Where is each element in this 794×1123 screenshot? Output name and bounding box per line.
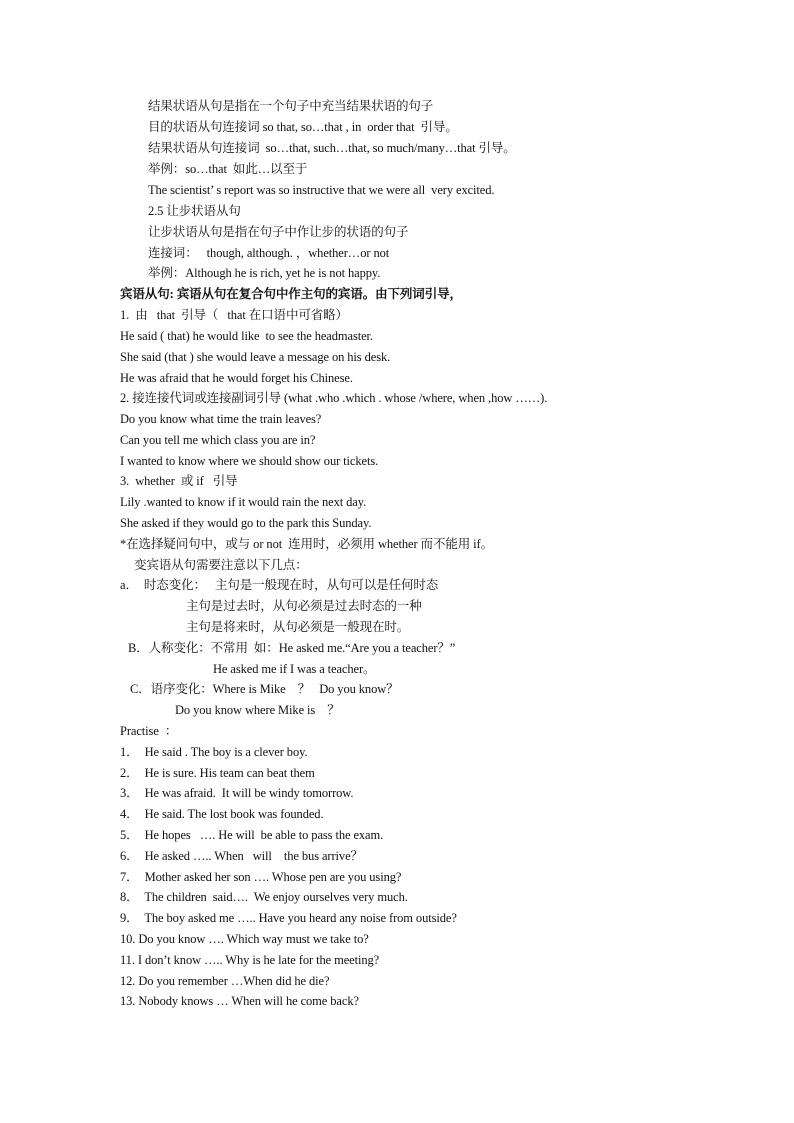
text-line: 2. 接连接代词或连接副词引导 (what .who .which . whose /where, when ,how ……). [120, 391, 548, 405]
practice-item: 5． He hopes …. He will be able to pass the exam. [120, 828, 384, 842]
practice-item: 9． The boy asked me ….. Have you heard any noise from outside? [120, 911, 457, 925]
practice-item: 1． He said . The boy is a clever boy. [120, 745, 308, 759]
text-line: 主句是过去时，从句必须是过去时态的一种 [186, 599, 422, 613]
practice-item: 10. Do you know …. Which way must we take to? [120, 932, 369, 946]
text-line: 目的状语从句连接词 so that, so…that , in order that 引导。 [148, 120, 458, 134]
text-line: Do you know what time the train leaves? [120, 412, 322, 426]
text-line: 举例：Although he is rich, yet he is not happy. [148, 266, 381, 280]
practice-item: 11. I don’t know ….. Why is he late for the meeting? [120, 953, 380, 967]
practice-item: 3． He was afraid. It will be windy tomorrow. [120, 786, 354, 800]
text-line: She said (that ) she would leave a message on his desk. [120, 350, 391, 364]
text-line: He said ( that) he would like to see the headmaster. [120, 329, 373, 343]
practice-item: 2． He is sure. His team can beat them [120, 766, 315, 780]
text-line: He was afraid that he would forget his Chinese. [120, 371, 353, 385]
section-heading: 宾语从句: 宾语从句在复合句中作主句的宾语。由下列词引导， [120, 287, 462, 301]
text-line: 连接词： though, although. ，whether…or not [148, 246, 390, 260]
text-line: a． 时态变化： 主句是一般现在时，从句可以是任何时态 [120, 578, 439, 592]
text-line: 3. whether 或 if 引导 [120, 474, 238, 488]
text-line: The scientist’ s report was so instructive that we were all very excited. [148, 183, 495, 197]
text-line: 1. 由 that 引导（ that 在口语中可省略） [120, 308, 348, 322]
practice-item: 6． He asked ….. When will the bus arrive？ [120, 849, 363, 863]
text-line: Do you know where Mike is ？ [175, 703, 340, 717]
text-line: 举例：so…that 如此…以至于 [148, 162, 308, 176]
section-heading: 2.5 让步状语从句 [148, 204, 241, 218]
practice-item: 13. Nobody knows … When will he come back? [120, 994, 359, 1008]
text-line: She asked if they would go to the park this Sunday. [120, 516, 372, 530]
practice-item: 7． Mother asked her son …. Whose pen are you using? [120, 870, 402, 884]
text-line: 结果状语从句是指在一个句子中充当结果状语的句子 [148, 99, 434, 113]
text-line: 让步状语从句是指在句子中作让步的状语的句子 [148, 225, 409, 239]
practice-item: 8． The children said…. We enjoy ourselves very much. [120, 890, 408, 904]
text-line: Can you tell me which class you are in? [120, 433, 316, 447]
text-line: B．人称变化：不常用 如：He asked me.“Are you a teacher？” [128, 641, 456, 655]
text-line: Lily .wanted to know if it would rain the next day. [120, 495, 367, 509]
text-line: Practise ： [120, 724, 178, 738]
text-line: 结果状语从句连接词 so…that, such…that, so much/many…that 引导。 [148, 141, 516, 155]
practice-item: 12. Do you remember …When did he die? [120, 974, 330, 988]
text-line: C．语序变化：Where is Mike ？ Do you know？ [130, 682, 399, 696]
text-line: He asked me if I was a teacher。 [213, 662, 376, 676]
text-line: *在选择疑问句中，或与 or not 连用时，必须用 whether 而不能用 if。 [120, 537, 494, 551]
text-line: I wanted to know where we should show our tickets. [120, 454, 379, 468]
text-line: 主句是将来时，从句必须是一般现在时。 [186, 620, 410, 634]
practice-item: 4． He said. The lost book was founded. [120, 807, 324, 821]
text-line: 变宾语从句需要注意以下几点： [134, 558, 308, 572]
